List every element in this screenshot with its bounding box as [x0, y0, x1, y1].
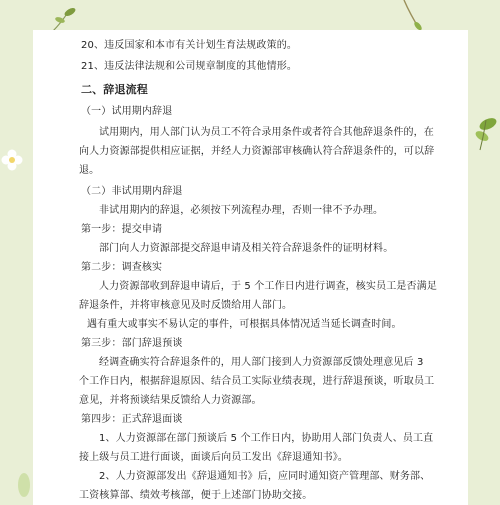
paragraph-line: 非试用期内的辞退，必须按下列流程办理，否则一律不予办理。 — [99, 205, 384, 216]
section-title: 二、辞退流程 — [81, 83, 148, 96]
paragraph-line: 辞退条件，并将审核意见及时反馈给用人部门。 — [79, 300, 293, 311]
paragraph-line: 1、人力资源部在部门预谈后 5 个工作日内，协助用人部门负责人、员工直 — [99, 433, 434, 444]
paragraph-line: 遇有重大或事实不易认定的事件，可根据具体情况适当延长调查时间。 — [87, 319, 402, 330]
step-title: 第四步：正式辞退面谈 — [81, 414, 183, 425]
paragraph-line: 2、人力资源部发出《辞退通知书》后，应同时通知资产管理部、财务部、 — [99, 471, 431, 482]
paragraph-line: 试用期内，用人部门认为员工不符合录用条件或者符合其他辞退条件的，在 — [99, 127, 434, 138]
paragraph-line: 向人力资源部提供相应证据，并经人力资源部审核确认符合辞退条件的，可以辞 — [79, 146, 435, 157]
leaf-decoration-icon — [472, 112, 500, 152]
paragraph-line: 意见，并将预谈结果反馈给人力资源部。 — [79, 395, 262, 406]
paragraph-line: 接上级与员工进行面谈，面谈后向员工发出《辞退通知书》。 — [79, 452, 349, 463]
leaf-decoration-icon — [14, 470, 34, 500]
list-item: 21、违反法律法规和公司规章制度的其他情形。 — [81, 61, 298, 72]
paragraph-line: 个工作日内，根据辞退原因、结合员工实际业绩表现，进行辞退预谈，听取员工 — [79, 376, 435, 387]
flower-decoration-icon — [0, 148, 24, 172]
list-item: 20、违反国家和本市有关计划生育法规政策的。 — [81, 40, 298, 51]
step-title: 第二步：调查核实 — [81, 262, 163, 273]
paragraph-line: 人力资源部收到辞退申请后，于 5 个工作日内进行调查，核实员工是否满足 — [99, 281, 437, 292]
step-title: 第一步：提交申请 — [81, 224, 163, 235]
paragraph-line: 经调查确实符合辞退条件的，用人部门接到人力资源部反馈处理意见后 3 — [99, 357, 424, 368]
step-title: 第三步：部门辞退预谈 — [81, 338, 183, 349]
paragraph-line: 退。 — [79, 165, 100, 176]
document-page — [33, 30, 468, 505]
subsection-heading: （二）非试用期内辞退 — [81, 186, 183, 197]
leaf-decoration-icon — [398, 0, 428, 32]
paragraph-line: 工资核算部、绩效考核部，便于上述部门协助交接。 — [79, 490, 313, 501]
subsection-heading: （一）试用期内辞退 — [81, 106, 173, 117]
paragraph-line: 部门向人力资源部提交辞退申请及相关符合辞退条件的证明材料。 — [99, 243, 394, 254]
